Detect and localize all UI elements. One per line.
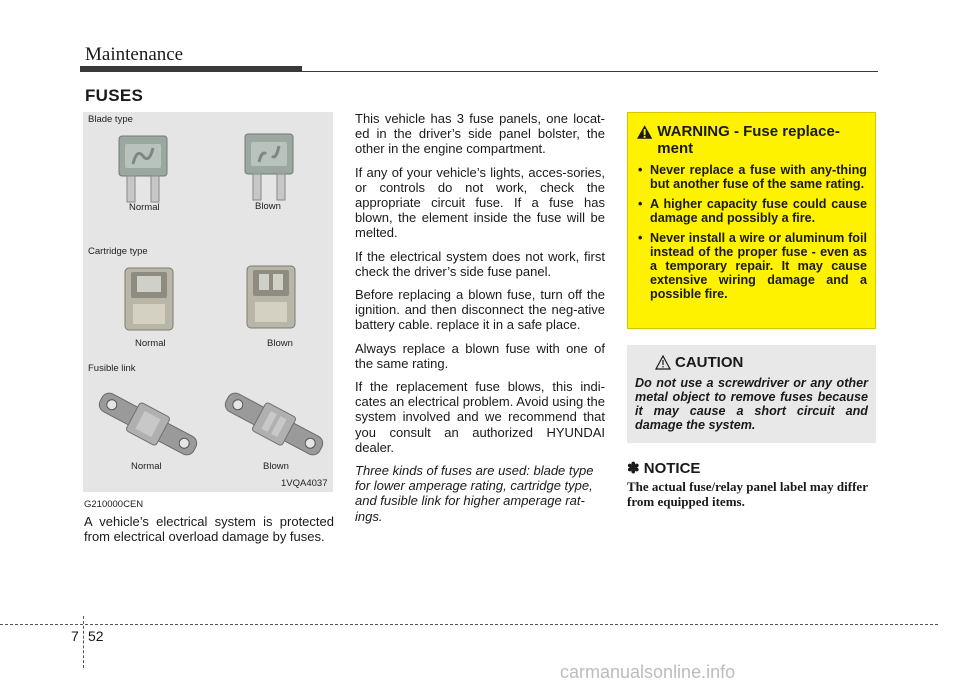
caution-triangle-icon — [655, 355, 671, 370]
footer-divider — [83, 616, 84, 668]
blade-normal-label: Normal — [129, 202, 160, 213]
section-title: FUSES — [85, 86, 144, 105]
header-rule-thin — [80, 71, 878, 72]
blade-type-label: Blade type — [88, 114, 133, 125]
chapter-header-title: Maintenance — [85, 44, 184, 65]
fusible-link-normal-image — [93, 384, 203, 464]
fuse-types-figure — [83, 112, 333, 492]
fusible-normal-label: Normal — [131, 461, 162, 472]
caution-title: CAUTION — [675, 354, 744, 371]
warning-item: • Never install a wire or aluminum foil instead of the proper fuse - even as a temporary repair. It may cause extensive wiring damage and a possible fire. — [636, 231, 867, 301]
fusible-link-label: Fusible link — [88, 363, 136, 374]
intro-paragraph: A vehicle’s electrical system is protected from electrical overload damage by fuses. — [84, 514, 334, 545]
paragraph-before-replacing: Before replacing a blown fuse, turn off the ignition. and then disconnect the neg-ative battery cable. replace it in a safe place. — [355, 287, 605, 333]
notice-title: ✽ NOTICE — [627, 460, 701, 477]
notice-body: The actual fuse/relay panel label may differ from equipped items. — [627, 479, 868, 509]
paragraph-fuse-kinds: Three kinds of fuses are used: blade type for lower amperage rating, cartridge type, and fusible link for higher amperage rat-ings. — [355, 463, 594, 524]
blade-fuse-normal-image — [115, 134, 171, 206]
footer-page-number: 52 — [88, 628, 104, 644]
caution-box — [627, 345, 876, 443]
paragraph-same-rating: Always replace a blown fuse with one of the same rating. — [355, 340, 605, 371]
cartridge-blown-label: Blown — [267, 338, 293, 349]
warning-triangle-icon — [636, 124, 653, 140]
cartridge-type-label: Cartridge type — [88, 246, 148, 257]
blade-fuse-blown-image — [241, 132, 297, 204]
watermark: carmanualsonline.info — [560, 662, 736, 682]
warning-box — [627, 112, 876, 329]
blade-blown-label: Blown — [255, 201, 281, 212]
footer-rule — [0, 624, 938, 625]
figure-caption-code: G210000CEN — [84, 499, 144, 510]
paragraph-check-panel: If the electrical system does not work, first check the driver’s side fuse panel. — [355, 248, 605, 279]
warning-title: WARNING - Fuse replace-ment — [657, 123, 840, 157]
cartridge-fuse-blown-image — [243, 262, 299, 332]
cartridge-normal-label: Normal — [135, 338, 166, 349]
fusible-link-blown-image — [219, 384, 329, 464]
caution-body: Do not use a screwdriver or any other metal object to remove fuses because it may cause a short circuit and damage the system. — [635, 376, 868, 432]
paragraph-check-fuse: If any of your vehicle’s lights, acces-sories, or controls do not work, check the appropriate circuit fuse. If a fuse has blown, the element inside the fuse will be melted. — [355, 164, 605, 241]
fusible-blown-label: Blown — [263, 461, 289, 472]
paragraph-replacement-blows: If the replacement fuse blows, this indi-cates an electrical problem. Avoid using the system involved and we recommend that you consult an authorized HYUNDAI dealer. — [355, 379, 605, 455]
warning-list — [636, 163, 867, 301]
footer-chapter-number: 7 — [71, 628, 79, 644]
main-text-column — [355, 111, 605, 532]
warning-item: • Never replace a fuse with any-thing but another fuse of the same rating. — [636, 163, 867, 191]
figure-code: 1VQA4037 — [281, 478, 328, 489]
paragraph-fuse-panels: This vehicle has 3 fuse panels, one locat-ed in the driver’s side panel bolster, the other in the engine compartment. — [355, 111, 605, 157]
warning-item: • A higher capacity fuse could cause damage and possibly a fire. — [636, 197, 867, 225]
cartridge-fuse-normal-image — [121, 264, 177, 334]
